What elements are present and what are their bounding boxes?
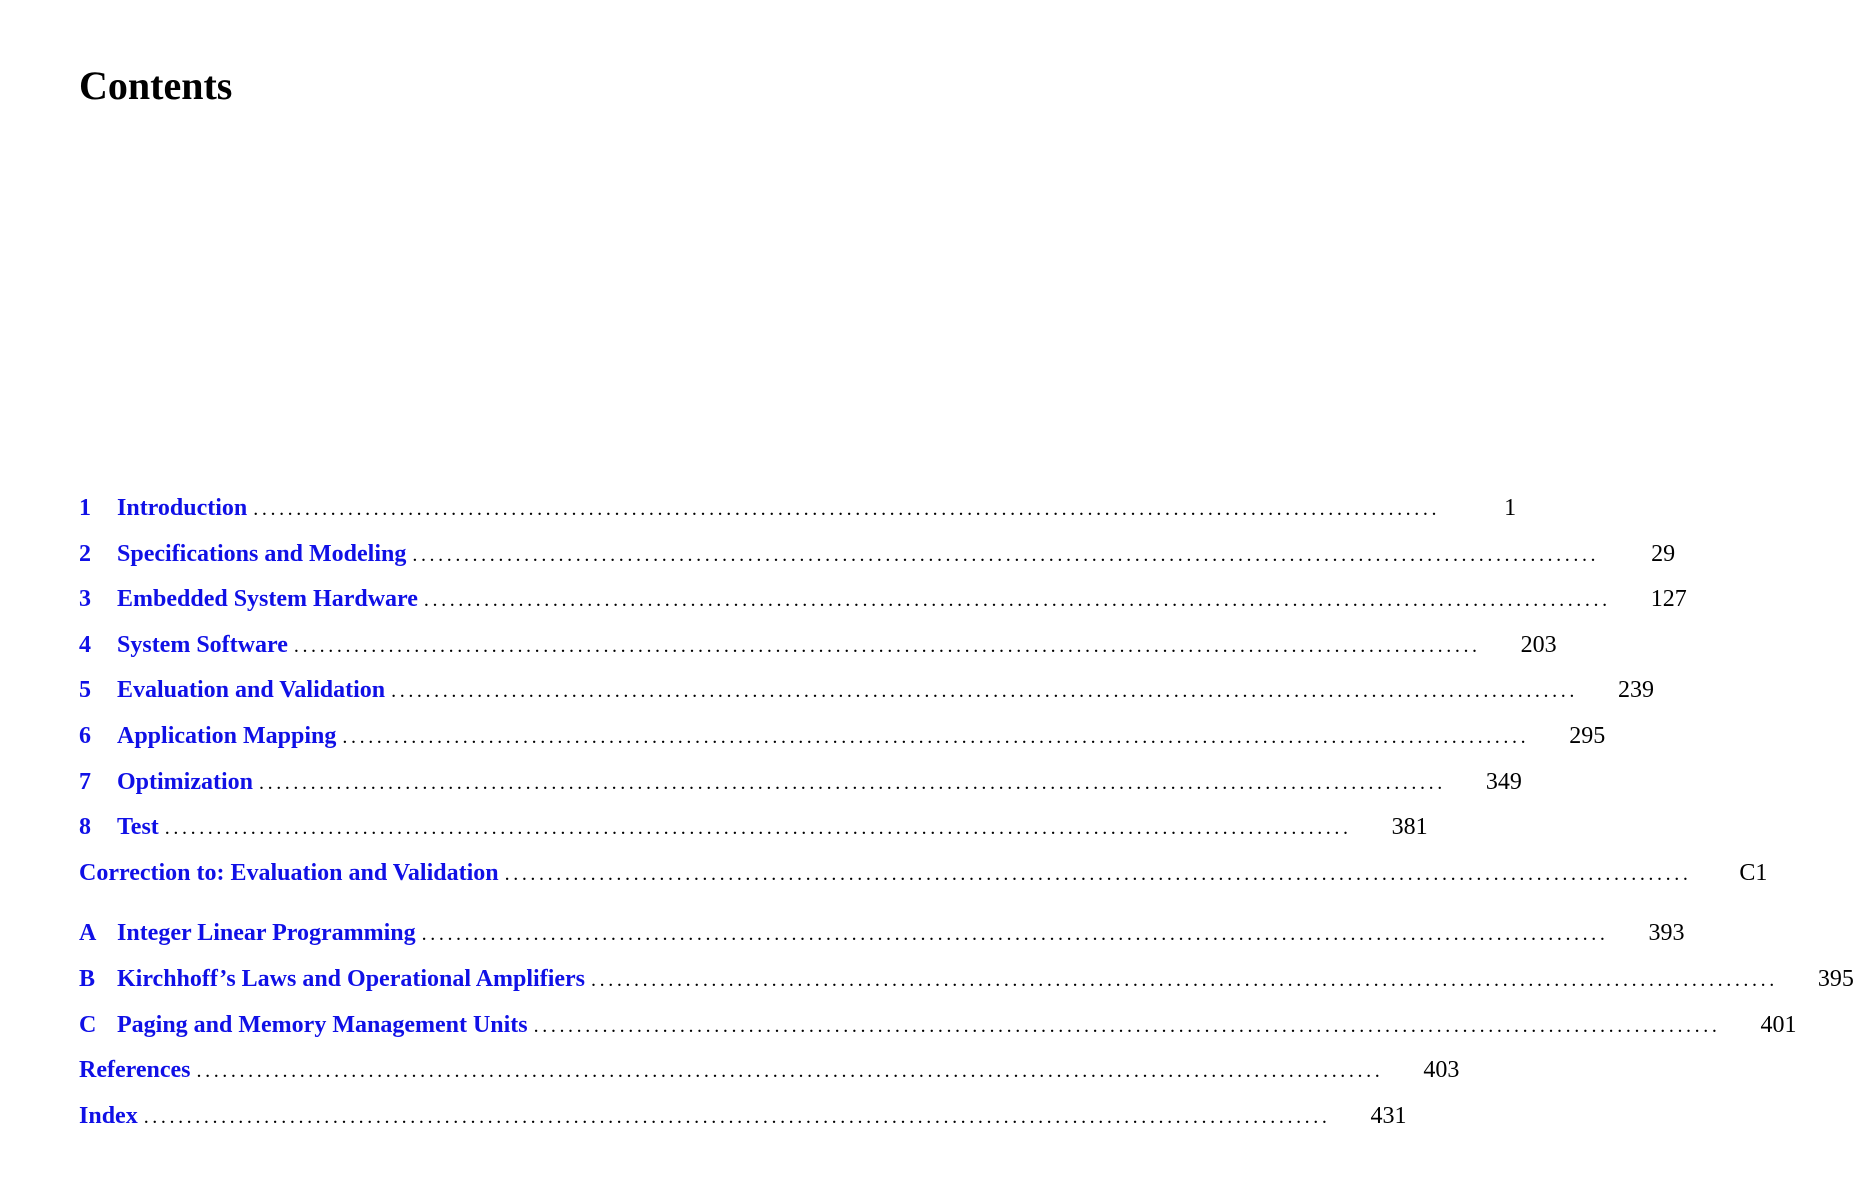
toc-entry-page: 127: [1650, 586, 1687, 613]
toc-entry-page: 295: [1569, 722, 1606, 749]
dot-leader: ..........................................................................................................................................: [196, 1060, 1384, 1083]
toc-entry-index[interactable]: [79, 1094, 1407, 1140]
toc-entry-page: C1: [1739, 859, 1768, 886]
dot-leader: ..........................................................................................................................................: [421, 923, 1609, 946]
dot-leader: ..........................................................................................................................................: [533, 1014, 1721, 1037]
page-title: Contents: [79, 63, 233, 108]
toc-entry-number: 7: [79, 768, 91, 795]
dot-leader: ..........................................................................................................................................: [412, 543, 1600, 566]
toc-entry-specifications-and-modeling[interactable]: [79, 532, 1676, 578]
toc-entry-page: 431: [1370, 1102, 1407, 1129]
dot-leader: ..........................................................................................................................................: [342, 725, 1530, 748]
dot-leader: ..........................................................................................................................................: [423, 589, 1611, 612]
dot-leader: ..........................................................................................................................................: [143, 1105, 1331, 1128]
toc-entry-title: Application Mapping: [117, 722, 337, 749]
dot-leader: ..........................................................................................................................................: [259, 771, 1446, 794]
toc-entry-title: Integer Linear Programming: [117, 920, 416, 947]
toc-entry-title: Index: [79, 1102, 138, 1129]
toc-entry-title: System Software: [117, 631, 288, 658]
toc-entry-number: 3: [79, 586, 91, 613]
dot-leader: ..........................................................................................................................................: [164, 817, 1352, 840]
toc-entry-number: 1: [79, 495, 91, 521]
toc-entry-title: Correction to: Evaluation and Validation: [79, 859, 499, 886]
toc-entry-number: 6: [79, 722, 91, 749]
toc-entry-page: 395: [1817, 965, 1854, 992]
toc-entry-title: Introduction: [117, 495, 248, 521]
toc-entry-page: 393: [1648, 920, 1685, 947]
toc-entry-optimization[interactable]: [79, 760, 1522, 806]
toc-entry-number: A: [79, 920, 97, 947]
toc-entry-title: Embedded System Hardware: [117, 586, 418, 613]
toc-entry-correction[interactable]: [79, 851, 1768, 897]
toc-entry-application-mapping[interactable]: [79, 714, 1606, 760]
toc-entry-evaluation-and-validation[interactable]: [79, 668, 1654, 714]
toc-entry-test[interactable]: [79, 805, 1428, 851]
toc-entry-page: 381: [1391, 814, 1428, 841]
toc-entry-integer-linear-programming[interactable]: [79, 911, 1685, 957]
toc-entry-page: 29: [1651, 540, 1676, 567]
dot-leader: ..........................................................................................................................................: [504, 862, 1692, 885]
toc-entry-page: 403: [1423, 1057, 1460, 1084]
toc-entry-number: B: [79, 965, 96, 992]
toc-entry-number: C: [79, 1011, 97, 1038]
toc-entry-references[interactable]: [79, 1048, 1460, 1094]
toc-entry-title: Evaluation and Validation: [117, 677, 386, 704]
toc-entry-system-software[interactable]: [79, 623, 1557, 669]
toc-entry-number: 5: [79, 677, 91, 704]
toc-entry-title: Paging and Memory Management Units: [117, 1011, 528, 1038]
toc-entry-introduction[interactable]: [79, 486, 1517, 532]
toc-entry-title: References: [79, 1057, 191, 1084]
toc-entry-title: Kirchhoff’s Laws and Operational Amplifiers: [117, 965, 586, 992]
toc-entry-embedded-system-hardware[interactable]: [79, 577, 1687, 623]
toc-entry-kirchhoffs-laws[interactable]: [79, 957, 1854, 1003]
toc-entry-page: 203: [1520, 631, 1557, 658]
dot-leader: ..........................................................................................................................................: [293, 634, 1481, 657]
toc-entry-number: 4: [79, 631, 91, 658]
dot-leader: ..........................................................................................................................................: [591, 968, 1778, 991]
toc-entry-title: Specifications and Modeling: [117, 540, 407, 567]
toc-entry-title: Test: [117, 814, 159, 841]
table-of-contents: [79, 486, 1854, 1139]
toc-entry-page: 1: [1504, 495, 1517, 521]
dot-leader: ..........................................................................................................................................: [253, 498, 1441, 520]
toc-entry-title: Optimization: [117, 768, 253, 795]
toc-entry-page: 401: [1760, 1011, 1797, 1038]
dot-leader: ..........................................................................................................................................: [391, 680, 1578, 703]
toc-entry-number: 2: [79, 540, 91, 567]
toc-entry-page: 349: [1485, 768, 1522, 795]
toc-entry-number: 8: [79, 814, 91, 841]
toc-entry-page: 239: [1617, 677, 1654, 704]
toc-entry-paging-and-memory-management[interactable]: [79, 1003, 1797, 1049]
